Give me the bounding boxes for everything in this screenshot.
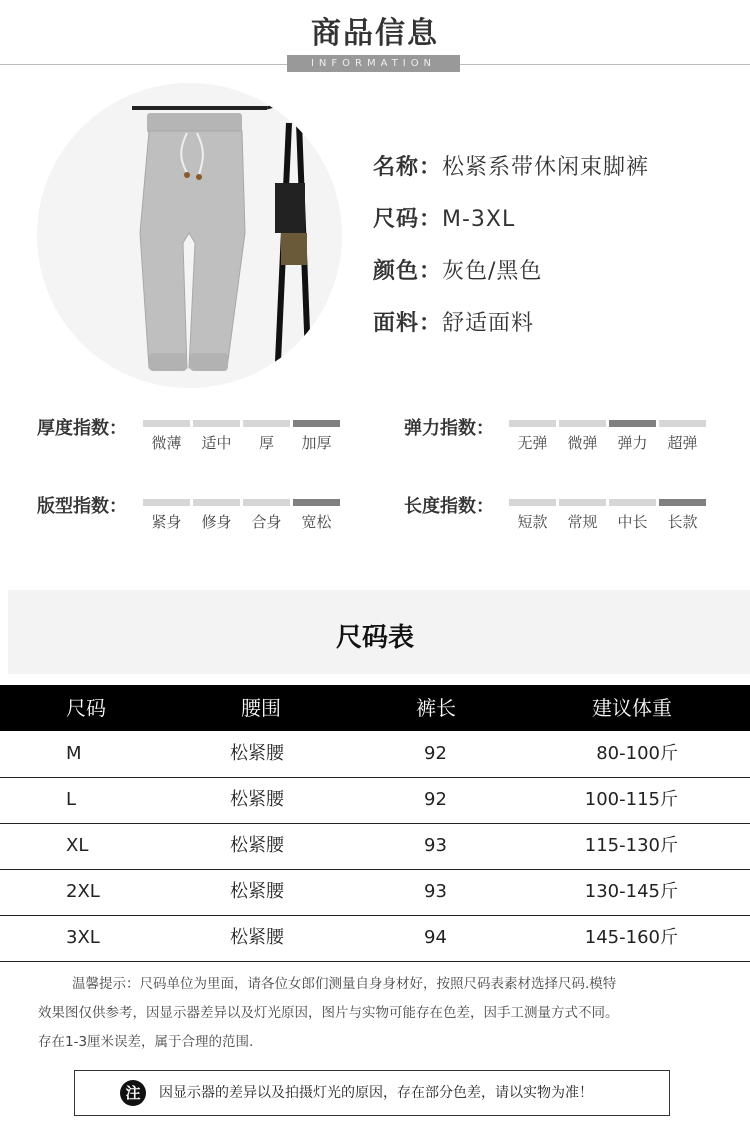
info-name: 名称：松紧系带休闲束脚裤 [373, 155, 650, 180]
tip-line: 效果图仅供参考，因显示器差异以及灯光原因，图片与实物可能存在色差，因手工测量方式不同。 [38, 1005, 619, 1021]
scale-segment [659, 499, 706, 506]
cell-weight: 130-145斤 [584, 881, 678, 902]
scale-option-label: 修身 [201, 513, 232, 531]
info-fabric: 面料：舒适面料 [373, 311, 535, 336]
table-row [0, 869, 750, 916]
scale-option-label: 适中 [201, 434, 232, 452]
cell-weight: 115-130斤 [584, 835, 678, 856]
scale-option-label: 加厚 [301, 434, 332, 452]
cell-size: XL [66, 835, 89, 856]
scale-segment [609, 420, 656, 427]
cell-length: 93 [424, 881, 447, 902]
notice-box [74, 1070, 670, 1116]
elasticity-index [404, 414, 494, 440]
cell-size: 2XL [66, 881, 100, 902]
length-index [404, 492, 494, 518]
table-row [0, 915, 750, 962]
thickness-scale [143, 420, 343, 460]
scale-option-label: 合身 [251, 513, 282, 531]
cell-weight: 80-100斤 [596, 743, 678, 764]
section-subtitle: INFORMATION [287, 55, 460, 72]
cell-length: 93 [424, 835, 447, 856]
cell-waist: 松紧腰 [230, 881, 284, 902]
scale-segment [509, 499, 556, 506]
header-weight: 建议体重 [592, 696, 672, 720]
fit-scale [143, 499, 343, 539]
cell-waist: 松紧腰 [230, 743, 284, 764]
scale-option-label: 短款 [517, 513, 548, 531]
scale-option-label: 紧身 [151, 513, 182, 531]
info-color: 颜色：灰色/黑色 [373, 259, 543, 284]
thickness-index [37, 414, 127, 440]
scale-segment [509, 420, 556, 427]
header-size: 尺码 [66, 696, 106, 720]
header-waist: 腰围 [241, 696, 281, 720]
section-title: 商品信息 [311, 16, 439, 51]
cell-length: 92 [424, 743, 447, 764]
table-row [0, 777, 750, 824]
scale-segment [659, 420, 706, 427]
scale-segment [559, 499, 606, 506]
tip-line: 存在1-3厘米误差，属于合理的范围. [38, 1034, 254, 1050]
scale-option-label: 无弹 [517, 434, 548, 452]
info-size: 尺码：M-3XL [373, 207, 516, 232]
size-table-title: 尺码表 [335, 623, 414, 653]
length-label: 长度指数： [404, 496, 494, 517]
scale-option-label: 中长 [617, 513, 648, 531]
scale-option-label: 微弹 [567, 434, 598, 452]
scale-option-label: 微薄 [151, 434, 182, 452]
elasticity-scale [509, 420, 709, 460]
scale-option-label: 宽松 [301, 513, 332, 531]
scale-option-label: 长款 [667, 513, 698, 531]
cell-weight: 100-115斤 [584, 789, 678, 810]
cell-length: 94 [424, 927, 447, 948]
cell-weight: 145-160斤 [584, 927, 678, 948]
cell-length: 92 [424, 789, 447, 810]
scale-segment [609, 499, 656, 506]
cell-size: L [66, 789, 77, 810]
scale-segment [293, 499, 340, 506]
scale-segment [143, 420, 190, 427]
cell-size: 3XL [66, 927, 100, 948]
notice-badge: 注 [120, 1080, 146, 1106]
tip-line: 温馨提示：尺码单位为里面，请各位女郎们测量自身身材好，按照尺码表素材选择尺码.模特 [72, 976, 617, 992]
scale-option-label: 弹力 [617, 434, 648, 452]
table-row [0, 731, 750, 778]
scale-segment [143, 499, 190, 506]
fit-index [37, 492, 127, 518]
scale-segment [559, 420, 606, 427]
size-table-header [0, 685, 750, 731]
scale-option-label: 超弹 [667, 434, 698, 452]
scale-option-label: 厚 [258, 434, 274, 452]
scale-option-label: 常规 [567, 513, 598, 531]
scale-segment [243, 499, 290, 506]
length-scale [509, 499, 709, 539]
cell-waist: 松紧腰 [230, 789, 284, 810]
table-row [0, 823, 750, 870]
product-image [37, 83, 342, 388]
fit-label: 版型指数： [37, 496, 127, 517]
scale-segment [243, 420, 290, 427]
header-length: 裤长 [416, 696, 456, 720]
scale-segment [293, 420, 340, 427]
cell-waist: 松紧腰 [230, 835, 284, 856]
notice-text: 因显示器的差异以及拍摄灯光的原因，存在部分色差，请以实物为准！ [159, 1085, 593, 1101]
cell-size: M [66, 743, 82, 764]
scale-segment [193, 420, 240, 427]
elasticity-label: 弹力指数： [404, 418, 494, 439]
thickness-label: 厚度指数： [37, 418, 127, 439]
cell-waist: 松紧腰 [230, 927, 284, 948]
scale-segment [193, 499, 240, 506]
